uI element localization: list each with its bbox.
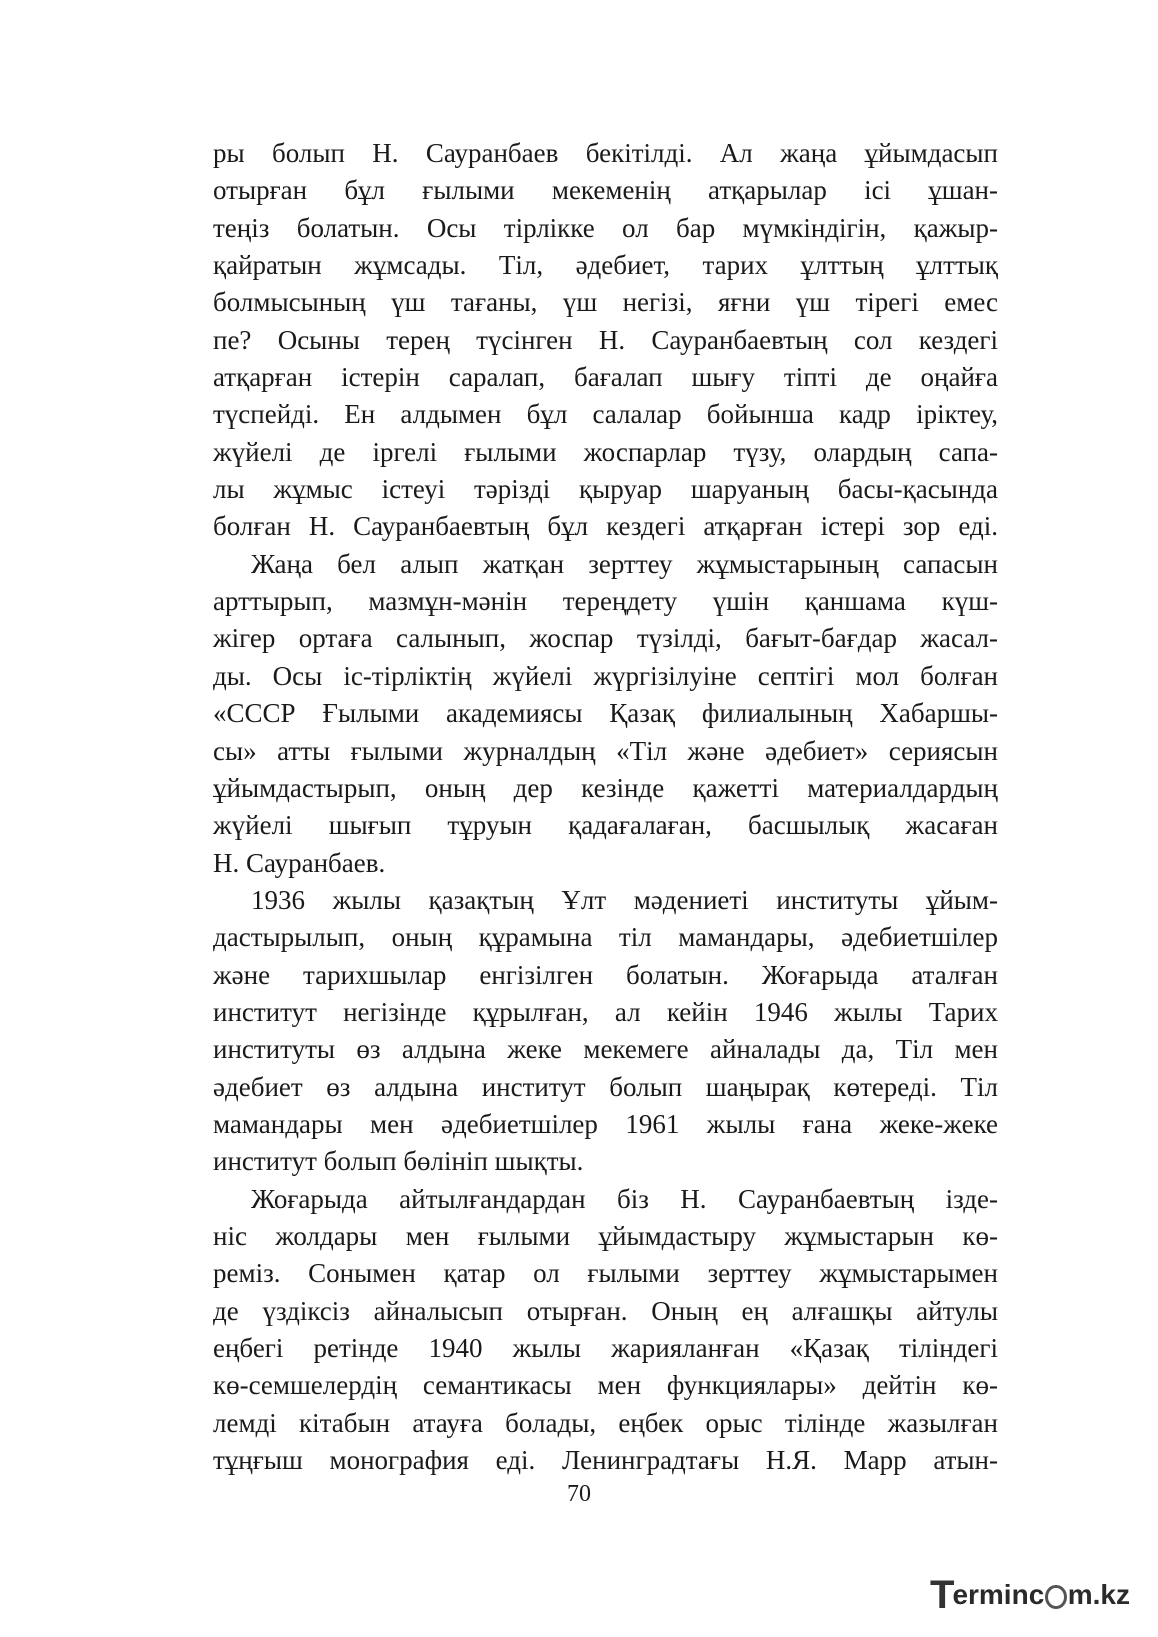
text-line: еңбегі ретінде 1940 жылы жарияланған «Қазақ тіліндегі bbox=[213, 1333, 998, 1363]
text-line: дастырылып, оның құрамына тіл мамандары, әдебиетшілер bbox=[213, 922, 998, 953]
text-line: сы» атты ғылыми журналдың «Тіл және әдебиет» сериясын bbox=[213, 735, 998, 766]
text-line: институт негізінде құрылған, ал кейін 1946 жылы Тарих bbox=[213, 996, 998, 1027]
text-line: арттырып, мазмұн-мәнін тереңдету үшін қаншама күш- bbox=[213, 586, 998, 617]
text-line: лы жұмыс істеуі тәрізді қыруар шаруаның басы-қасында bbox=[213, 474, 998, 505]
text-line: реміз. Сонымен қатар ол ғылыми зерттеу жұмыстарымен bbox=[213, 1258, 998, 1289]
text-line: де үздіксіз айналысып отырған. Оның ең алғашқы айтулы bbox=[213, 1295, 998, 1326]
text-line: жүйелі шығып тұруын қадағалаған, басшылық жасаған bbox=[213, 810, 998, 841]
page-number: 70 bbox=[567, 1481, 591, 1507]
text-line: тұңғыш монография еді. Ленинградтағы Н.Я. Марр атын- bbox=[213, 1445, 998, 1476]
text-line: және тарихшылар енгізілген болатын. Жоғарыда аталған bbox=[213, 959, 998, 990]
text-line: болмысының үш тағаны, үш негізі, яғни үш тірегі емес bbox=[213, 287, 998, 318]
text-line: пе? Осыны терең түсінген Н. Сауранбаевтың сол кездегі bbox=[213, 324, 998, 355]
text-line: теңіз болатын. Осы тірлікке ол бар мүмкіндігін, қажыр- bbox=[213, 212, 998, 243]
watermark-ring-icon bbox=[1045, 1585, 1066, 1609]
text-line: Жаңа бел алып жатқан зерттеу жұмыстарының сапасын bbox=[251, 548, 998, 579]
text-line: жігер ортаға салынып, жоспар түзілді, бағыт-бағдар жасал- bbox=[213, 623, 998, 654]
text-line: отырған бұл ғылыми мекеменің атқарылар ісі ұшан- bbox=[213, 175, 998, 206]
text-line: жүйелі де іргелі ғылыми жоспарлар түзу, олардың сапа- bbox=[213, 436, 998, 467]
text-line: қайратын жұмсады. Тіл, әдебиет, тарих ұлттың ұлттық bbox=[213, 250, 998, 281]
text-line: ды. Осы іс-тірліктің жүйелі жүргізілуіне септігі мол болған bbox=[213, 660, 998, 691]
text-line: болған Н. Сауранбаевтың бұл кездегі атқарған істері зор еді. bbox=[213, 511, 998, 542]
text-line: ніс жолдары мен ғылыми ұйымдастыру жұмыстарын кө- bbox=[213, 1220, 998, 1251]
text-line: ұйымдастырып, оның дер кезінде қажетті материалдардың bbox=[213, 772, 998, 803]
text-line: ры болып Н. Сауранбаев бекітілді. Ал жаңа ұйымдасып bbox=[213, 138, 998, 168]
text-line: Жоғарыда айтылғандардан біз Н. Сауранбаевтың ізде- bbox=[251, 1183, 998, 1214]
text-line: атқарған істерін саралап, бағалап шығу тіпті де оңайға bbox=[213, 362, 998, 393]
text-line: әдебиет өз алдына институт болып шаңырақ көтереді. Тіл bbox=[213, 1071, 998, 1102]
watermark-t-letter: T bbox=[930, 1572, 955, 1617]
text-line: мамандары мен әдебиетшілер 1961 жылы ғана жеке-жеке bbox=[213, 1108, 998, 1139]
watermark-mkz: m.kz bbox=[1067, 1579, 1130, 1610]
text-line: институт болып бөлініп шықты. bbox=[213, 1146, 584, 1177]
body-text bbox=[213, 135, 998, 1479]
watermark-c: c bbox=[1028, 1579, 1045, 1610]
text-line: 1936 жылы қазақтың Ұлт мәдениеті институты ұйым- bbox=[251, 884, 998, 915]
text-line: лемді кітабын атауға болады, еңбек орыс тілінде жазылған bbox=[213, 1407, 998, 1438]
text-line: «СССР Ғылыми академиясы Қазақ филиалының Хабаршы- bbox=[213, 698, 998, 729]
watermark-ermin: ermin bbox=[952, 1579, 1029, 1610]
termincom-watermark-logo bbox=[930, 1572, 1130, 1617]
text-line: кө-семшелердің семантикасы мен функциялары» дейтін кө- bbox=[213, 1370, 998, 1401]
text-line: түспейді. Ен алдымен бұл салалар бойынша кадр іріктеу, bbox=[213, 399, 998, 430]
text-line: институты өз алдына жеке мекемеге айналады да, Тіл мен bbox=[213, 1034, 998, 1065]
text-line: Н. Сауранбаев. bbox=[213, 847, 386, 878]
